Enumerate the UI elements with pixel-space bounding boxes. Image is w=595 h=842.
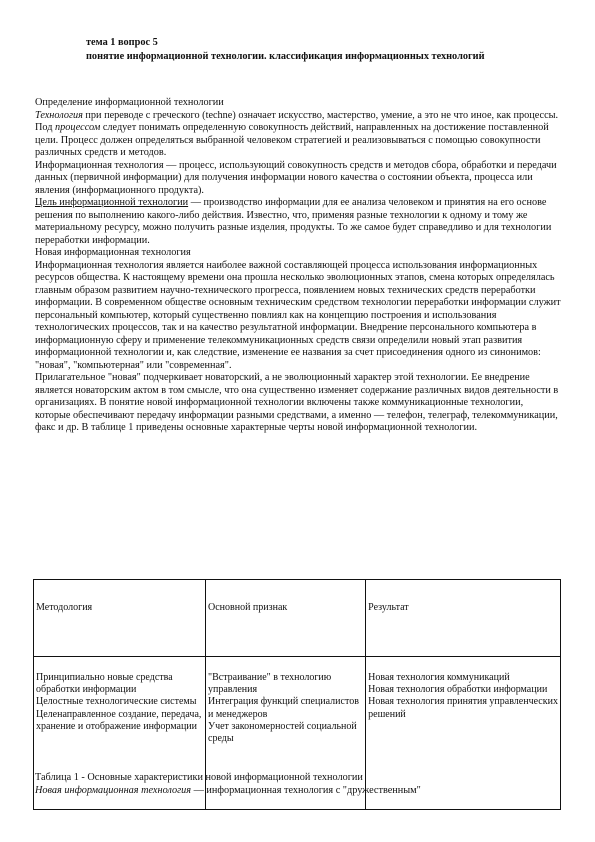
paragraph-new-it-adjective: Прилагательное "новая" подчеркивает новаторский, а не эволюционный характер этой технологии. Ее внедрение является новаторским актом в том смысле, что она существенно изменяет содержание различных видов деятельности в организациях. В понятие новой информационной технологии включены также коммуникационные технологии, которые обеспечивают передачу информации разными средствами, а именно — телефон, телеграф, телекоммуникации, факс и др. В таблице 1 приведены основные характерные черты новой информационной технологии. <box>35 372 559 433</box>
paragraph-technology-text-a: при переводе с греческого (techne) означает искусство, мастерство, умение, а это не что иное, как процессы. Под <box>35 109 559 133</box>
document-body <box>35 97 561 435</box>
table-cell-line: Новая технология обработки информации <box>368 684 548 696</box>
term-technology: Технология <box>35 109 83 121</box>
header-topic: тема 1 вопрос 5 <box>86 37 158 48</box>
table-header-main-feature: Основной признак <box>206 580 366 657</box>
table-cell-line: Учет закономерностей социальной среды <box>208 720 357 745</box>
table-header-row <box>34 580 561 657</box>
header-title: понятие информационной технологии. классификация информационных технологий <box>86 51 485 62</box>
table-header-methodology: Методология <box>34 580 206 657</box>
section-heading-definition: Определение информационной технологии <box>35 97 224 108</box>
table-cell-line: Новая технология принятия управленческих решений <box>368 696 558 720</box>
section-heading-new-it: Новая информационная технология <box>35 247 191 258</box>
table-cell-line: Новая технология коммуникаций <box>368 672 510 683</box>
table-cell-line: Целенаправленное создание, передача, хранение и отображение информации <box>36 708 202 732</box>
table-cell-line: Принципиально новые средства обработки информации <box>36 672 173 696</box>
paragraph-it-definition: Информационная технология — процесс, использующий совокупность средств и методов сбора, обработки и передачи данных (первичной информации) для получения информации нового качества о состоянии объекта, процесса или явления (информационного продукта). <box>35 159 557 196</box>
table-cell-line: Целостные технологические системы <box>36 696 197 708</box>
document-header <box>86 36 556 64</box>
paragraph-new-it-evolution: Информационная технология является наиболее важной составляющей процесса использования информационных ресурсов общества. К настоящему времени она прошла несколько эволюционных этапов, смена которых определялась главным образом развитием научно-технического прогресса, появлением новых технических средств переработки информации. В современном обществе основным техническим средством технологии переработки информации служит персональный компьютер, который существенно повлиял как на концепцию построения и использования технологических процессов, так и на качество результатной информации. Внедрение персонального компьютера в информационную сферу и применение телекоммуникационных средств связи определили новый этап развития информационной технологии и, как следствие, изменение ее названия за счет присоединения одного из синонимов: "новая", "компьютерная" или "современная". <box>35 259 561 371</box>
paragraph-it-goal <box>35 197 561 247</box>
paragraph-new-it-friendly-text: — информационная технология с "дружественным" <box>191 784 421 796</box>
paragraph-technology <box>35 110 561 160</box>
table-cell-line: "Встраивание" в технологию управления <box>208 672 332 696</box>
paragraph-technology-text-b: следует понимать определенную совокупность действий, направленных на достижение поставленной цели. Процесс должен определяться выбранной человеком стратегией и реализовываться с помощью совокупности различных средств и методов. <box>35 122 549 158</box>
paragraph-it-goal-text: — производство информации для ее анализа человеком и принятия на его основе решения по выполнению какого-либо действия. Известно, что, применяя разные технологии к одному и тому же материальному ресурсу, можно получить разные изделия, продукты. То же самое будет справедливо и для технологии переработки информации. <box>35 197 552 246</box>
table-caption: Таблица 1 - Основные характеристики новой информационной технологии <box>35 772 363 783</box>
table-cell-line: Интеграция функций специалистов и менеджеров <box>208 696 359 720</box>
table-header-result: Результат <box>366 580 561 657</box>
document-footer <box>35 772 561 797</box>
term-new-it: Новая информационная технология <box>35 784 192 796</box>
paragraph-new-it-friendly <box>35 785 561 798</box>
term-process: процессом <box>55 122 101 133</box>
term-it-goal: Цель информационной технологии <box>35 197 189 208</box>
